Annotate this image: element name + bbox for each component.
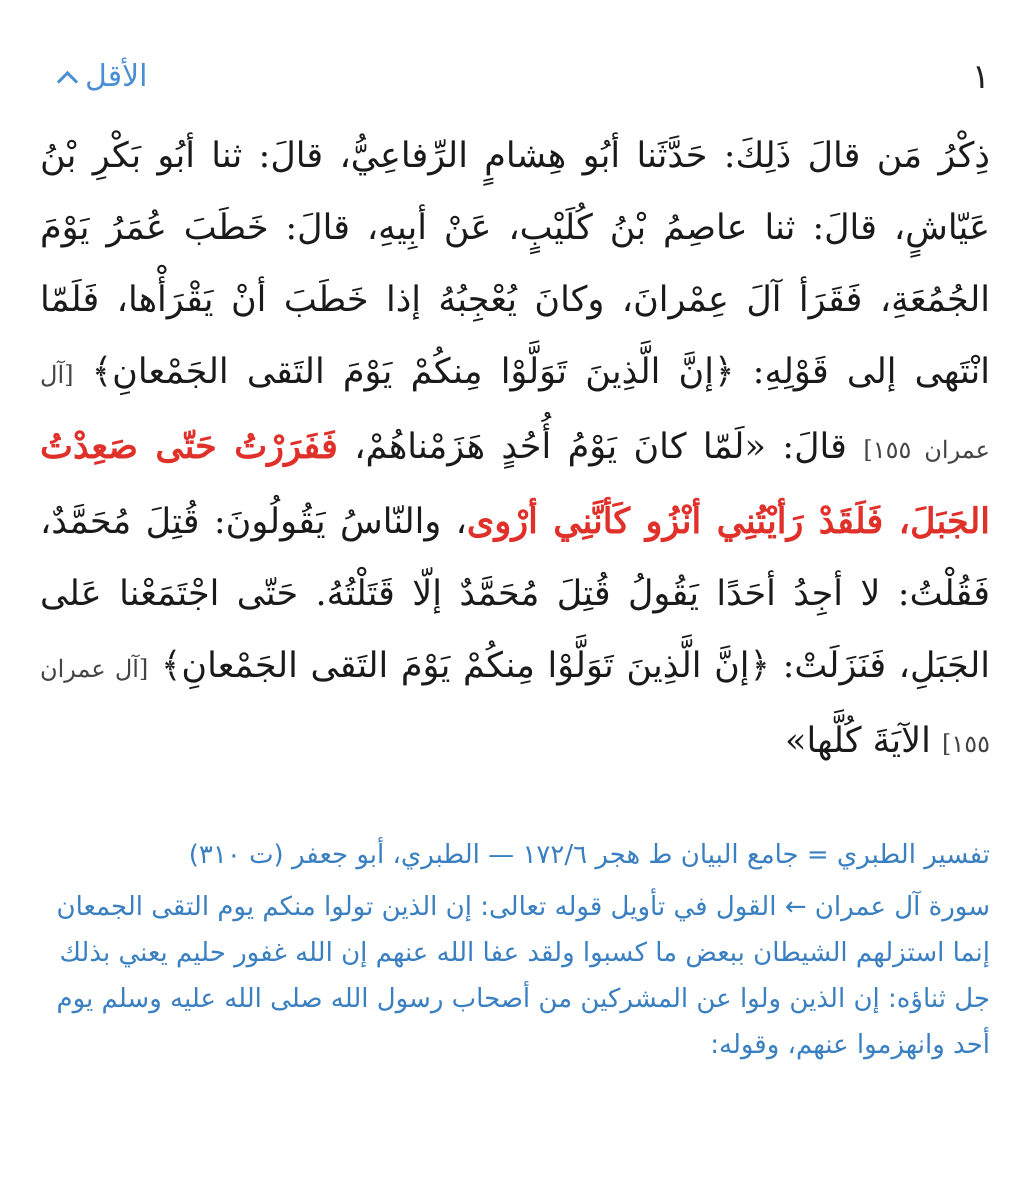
collapse-label: الأقل <box>85 59 148 94</box>
body-text-part-1: ذِكْرُ مَن قالَ ذَلِكَ: حَدَّثَنا أبُو هِشامٍ الرِّفاعِيُّ، قالَ: ثنا أبُو بَكْرِ بْنُ عَيّاشٍ، قالَ: ثنا عاصِمُ بْنُ كُلَيْبٍ، عَنْ أبِيهِ، قالَ: خَطَبَ عُمَرُ يَوْمَ الجُمُعَةِ، فَقَرَأ آلَ عِمْرانَ، وكانَ يُعْجِبُهُ إذا خَطَبَ أنْ يَقْرَأْها، فَلَمّا انْتَهى إلى قَوْلِهِ: ﴿إنَّ الَّذِينَ تَوَلَّوْا مِنكُمْ يَوْمَ التَقى الجَمْعانِ﴾ <box>40 136 990 392</box>
body-text-part-3: ، والنّاسُ يَقُولُونَ: قُتِلَ مُحَمَّدٌ، فَقُلْتُ: لا أجِدُ أحَدًا يَقُولُ قُتِلَ مُحَمَّدٌ إلّا قَتَلْتُهُ. حَتّى اجْتَمَعْنا عَلى الجَبَلِ، فَنَزَلَتْ: ﴿إنَّ الَّذِينَ تَوَلَّوْا مِنكُمْ يَوْمَ التَقى الجَمْعانِ﴾ <box>40 502 990 686</box>
hadith-body-text <box>40 120 990 780</box>
quran-reference-2: [آل عمران ١٥٥] <box>40 655 990 758</box>
source-citation <box>40 832 990 1068</box>
page-number: ١ <box>971 57 990 97</box>
body-text-part-2: قالَ: «لَمّا كانَ يَوْمُ أُحُدٍ هَزَمْناهُمْ، <box>337 427 864 467</box>
source-book-link[interactable]: تفسير الطبري = جامع البيان ط هجر ١٧٢/٦ — الطبري، أبو جعفر (ت ٣١٠) <box>188 840 990 870</box>
chevron-up-icon <box>57 70 78 91</box>
quran-reference: [آل عمران ١٥٥] <box>40 361 990 464</box>
header-bar <box>60 52 990 102</box>
collapse-toggle-button[interactable] <box>60 52 148 102</box>
chapter-breadcrumb-link[interactable]: سورة آل عمران ← القول في تأويل قوله تعالى: إن الذين تولوا منكم يوم التقى الجمعان إنما استزلهم الشيطان ببعض ما كسبوا ولقد عفا الله عنهم إن الله غفور حليم يعني بذلك جل ثناؤه: إن الذين ولوا عن المشركين من أصحاب رسول الله صلى الله عليه وسلم يوم أحد وانهزموا عنهم، وقوله: <box>56 892 990 1060</box>
highlighted-text: فَفَرَرْتُ حَتّى صَعِدْتُ الجَبَلَ، فَلَقَدْ رَأيْتُنِي أنْزُو كَأنَّنِي أرْوى <box>40 426 990 542</box>
body-text-part-4: الآيَةَ كُلَّها» <box>785 721 942 761</box>
